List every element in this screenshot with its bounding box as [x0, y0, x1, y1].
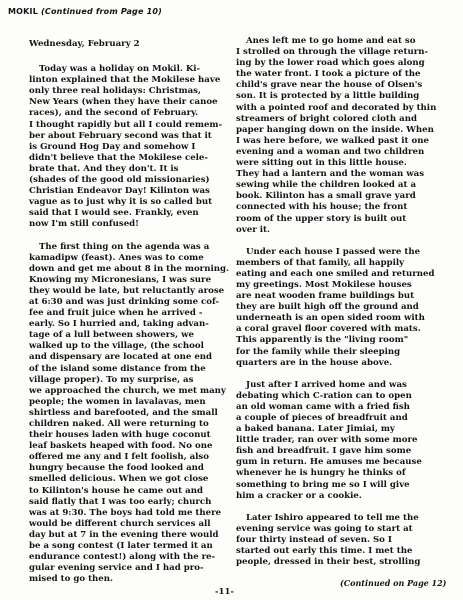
text-line: ing by the lower road which goes along [236, 58, 425, 69]
text-line: fee and fruit juice when he arrived - [29, 308, 203, 319]
text-line: said flatly that I was too early; church [29, 496, 212, 507]
text-line: of the island some distance from the [29, 363, 206, 374]
text-line: I strolled on through the village return- [236, 47, 429, 58]
continued-from-note: (Continued from Page 10) [41, 7, 162, 16]
text-line: was at 9:30. The boys had told me there [29, 507, 222, 518]
text-line: shirtless and barefooted, and the small [29, 407, 218, 418]
text-line: is Ground Hog Day and somehow I [29, 141, 196, 152]
text-line: early. So I hurried and, taking advan- [29, 319, 209, 330]
text-line: my greetings. Most Mokilese houses [236, 279, 412, 290]
text-line: connected with his house; the front [236, 202, 408, 213]
text-line: son. It is protected by a little building [236, 91, 420, 102]
text-line: paper hanging down on the inside. When [236, 124, 434, 135]
text-line: are neat wooden frame buildings but [236, 291, 415, 302]
text-line: over it. [236, 224, 270, 235]
text-line: offered me any and I felt foolish, also [29, 452, 209, 463]
text-line: now I'm still confused! [29, 219, 139, 230]
text-line: with a pointed roof and decorated by thin [236, 102, 437, 113]
text-line: debating which C-ration can to open [236, 390, 412, 401]
text-line: whenever he is hungry he thinks of [236, 468, 406, 479]
text-line: ber about February second was that it [29, 130, 212, 141]
text-line: we approached the church, we met many [29, 385, 226, 396]
text-line: members of that family, all happily [236, 257, 405, 268]
text-line: started out early this time. I met the [236, 546, 413, 557]
text-line: village proper). To my surprise, as [29, 374, 194, 385]
text-line: at 6:30 and was just drinking some cof- [29, 296, 219, 307]
right-paragraphs [236, 36, 446, 568]
right-column [236, 36, 446, 579]
text-line: him a cracker or a cookie. [236, 490, 362, 501]
text-line: (shades of the good old missionaries) [29, 175, 210, 186]
entry-date: Wednesday, February 2 [29, 39, 140, 49]
text-line: people, dressed in their best, strolling [236, 557, 421, 568]
text-line: Under each house I passed were the [246, 246, 421, 257]
text-line: vague as to just why it is so called but [29, 197, 213, 208]
page-header [8, 7, 162, 16]
text-line: Christian Endeavor Day! Kilinton was [29, 186, 210, 197]
text-line: only three real holidays: Christmas, [29, 86, 201, 97]
text-line: and dispensary are located at one end [29, 352, 213, 363]
left-column [29, 36, 234, 596]
text-line: room of the upper story is built out [236, 213, 407, 224]
text-line: would be different church services all [29, 518, 211, 529]
text-line: evening and a woman and two children [236, 146, 425, 157]
header-title: MOKIL [8, 7, 39, 16]
paragraph [236, 513, 446, 568]
paragraph [29, 64, 234, 230]
text-line: were sitting out in this little house. [236, 158, 407, 169]
text-line: a couple of pieces of breadfruit and [236, 413, 408, 423]
text-line: they would be late, but reluctantly arose [29, 285, 225, 296]
text-line: underneath is an open sided room with [236, 313, 425, 324]
text-line: gular evening service and I had pro- [29, 563, 204, 574]
paragraph [236, 247, 446, 369]
text-line: people; the women in lavalavas, men [29, 396, 206, 407]
text-line: eating and each one smiled and returned [236, 268, 435, 279]
text-line: day but at 7 in the evening there would [29, 529, 219, 540]
text-line: the water front. I took a picture of the [236, 69, 421, 80]
left-paragraphs [29, 64, 234, 585]
text-line: hungry because the food looked and [29, 463, 204, 474]
text-line: linton explained that the Mokilese have [29, 75, 221, 86]
text-line: to Kilinton's house he came out and [29, 485, 203, 496]
text-line: I was here before, we walked past it one [236, 135, 429, 146]
text-line: Today was a holiday on Mokil. Ki- [39, 64, 201, 75]
text-line: leaf baskets heaped with food. No one [29, 441, 213, 452]
text-line: This apparently is the "living room" [236, 335, 409, 346]
paragraph [236, 380, 446, 502]
text-line: an old woman came with a fried fish [236, 401, 410, 412]
text-line: gum in return. He amuses me because [236, 457, 422, 468]
text-line: Later Ishiro appeared to tell me the [246, 512, 419, 523]
text-line: New Years (when they have their canoe [29, 97, 218, 108]
text-line: be a song contest (I later termed it an [29, 541, 213, 552]
text-line: streamers of bright colored cloth and [236, 113, 417, 124]
paragraph [29, 242, 234, 586]
text-line: didn't believe that the Mokilese cele- [29, 152, 208, 163]
text-line: their houses laden with huge coconut [29, 430, 211, 441]
text-line: They had a lantern and the woman was [236, 169, 425, 180]
text-line: brate that. And they don't. It is [29, 163, 179, 174]
text-line: Just after I arrived home and was [246, 379, 407, 390]
text-line: Knowing my Micronesians, I was sure [29, 274, 212, 285]
text-line: Anes left me to go home and eat so [246, 36, 416, 46]
text-line: tage of a lull between showers, we [29, 330, 194, 341]
text-line: evening service was going to start at [236, 523, 413, 534]
page-number: -11- [215, 587, 234, 597]
text-line: child's grave near the house of Olsen's [236, 80, 423, 91]
text-line: kamadipw (feast). Anes was to come [29, 252, 204, 263]
text-line: something to bring me so I will give [236, 479, 410, 490]
text-line: fish and breadfruit. I gave him some [236, 446, 412, 457]
text-line: The first thing on the agenda was a [39, 241, 210, 252]
text-line: down and get me about 8 in the morning. [29, 263, 229, 274]
text-line: endurance contest!) along with the re- [29, 552, 216, 563]
paragraph [236, 36, 446, 236]
text-line: races), and the second of February. [29, 108, 199, 119]
text-line: walked up to the village, (the school [29, 341, 204, 352]
text-line: they are built high off the ground and [236, 302, 419, 313]
text-line: a coral gravel floor covered with mats. [236, 324, 421, 335]
text-line: I thought rapidly but all I could remem- [29, 119, 223, 130]
text-line: mised to go then. [29, 574, 114, 585]
text-line: smelled delicious. When we got close [29, 474, 209, 485]
continued-on-note: (Continued on Page 12) [340, 578, 447, 588]
text-line: sewing while the children looked at a [236, 180, 417, 191]
text-line: quarters are in the house above. [236, 357, 393, 368]
text-line: children naked. All were returning to [29, 419, 209, 429]
text-line: said that I would see. Frankly, even [29, 208, 199, 219]
text-line: four thirty instead of seven. So I [236, 534, 392, 545]
text-line: for the family while their sleeping [236, 346, 401, 357]
text-line: little trader, ran over with some more [236, 435, 418, 446]
text-line: a baked banana. Later Jimiai, my [236, 424, 395, 435]
text-line: book. Kilinton has a small grave yard [236, 191, 416, 202]
